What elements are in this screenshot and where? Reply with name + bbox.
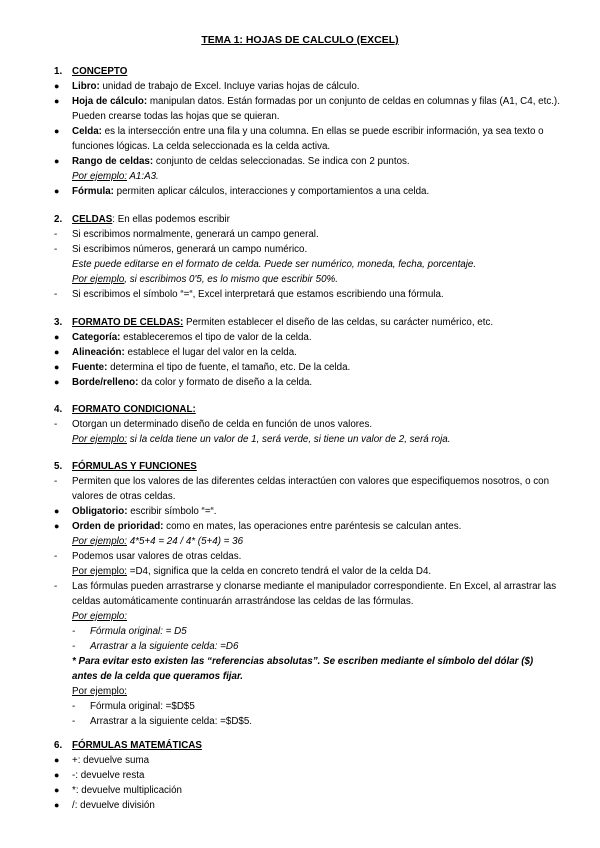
bullet-icon: ●	[54, 96, 60, 106]
example-line: Por ejemplo: si la celda tiene un valor de 1, será verde, si tiene un valor de 2, será roja.	[72, 434, 451, 445]
dash-icon: -	[72, 641, 76, 652]
dash-icon: -	[54, 476, 58, 487]
section-formato-condicional	[54, 402, 560, 447]
bullet-icon: ●	[54, 800, 60, 810]
section-formulas-funciones	[54, 459, 560, 729]
section-heading: 4. FORMATO CONDICIONAL:	[54, 404, 196, 415]
dash-icon: -	[54, 289, 58, 300]
bullet-icon: ●	[54, 156, 60, 166]
list-item: ● +: devuelve suma	[54, 755, 150, 766]
list-item: ● Hoja de cálculo: manipulan datos. Están formadas por un conjunto de celdas en columnas y filas (A1, C4, etc.). Pueden crearse todas las hojas que se quieran.	[54, 96, 560, 122]
dash-icon: -	[54, 244, 58, 255]
list-item: - Otorgan un determinado diseño de celda en función de unos valores.	[54, 419, 373, 430]
list-item: - Si escribimos normalmente, generará un campo general.	[54, 229, 319, 240]
list-item: ● Fórmula: permiten aplicar cálculos, interacciones y comportamientos a una celda.	[54, 186, 430, 197]
list-item: - Si escribimos el símbolo “=“, Excel interpretará que estamos escribiendo una fórmula.	[54, 289, 444, 300]
section-heading: 6. FÓRMULAS MATEMÁTICAS	[54, 740, 202, 751]
list-item: ● Borde/relleno: da color y formato de diseño a la celda.	[54, 377, 313, 388]
section-heading: 2. CELDAS: En ellas podemos escribir	[54, 214, 230, 225]
dash-icon: -	[54, 551, 58, 562]
dash-icon: -	[54, 229, 58, 240]
sub-item: - Fórmula original: =$D$5	[72, 701, 195, 712]
section-heading: 5. FÓRMULAS Y FUNCIONES	[54, 461, 197, 472]
bullet-icon: ●	[54, 332, 60, 342]
bullet-icon: ●	[54, 785, 60, 795]
sub-item: - Arrastrar a la siguiente celda: =D6	[72, 641, 239, 652]
list-item: ● Libro: unidad de trabajo de Excel. Incluye varias hojas de cálculo.	[54, 81, 360, 92]
bullet-icon: ●	[54, 186, 60, 196]
sub-item: - Arrastrar a la siguiente celda: =$D$5.	[72, 716, 253, 727]
section-heading: 3. FORMATO DE CELDAS: Permiten establecer el diseño de las celdas, su carácter numérico, etc.	[54, 317, 494, 328]
section-formulas-matematicas	[54, 738, 560, 813]
dash-icon: -	[72, 701, 76, 712]
list-item: - Si escribimos números, generará un campo numérico.	[54, 244, 308, 255]
document-title: TEMA 1: HOJAS DE CALCULO (EXCEL)	[201, 34, 399, 46]
dash-icon: -	[54, 419, 58, 430]
section-celdas	[54, 212, 560, 302]
example-label: Por ejemplo:	[72, 686, 127, 697]
dash-icon: -	[72, 626, 76, 637]
dash-icon: -	[54, 581, 58, 592]
bullet-icon: ●	[54, 755, 60, 765]
list-item: ● -: devuelve resta	[54, 770, 145, 781]
bullet-icon: ●	[54, 506, 60, 516]
note-line: Este puede editarse en el formato de celda. Puede ser numérico, moneda, fecha, porcentaje.	[72, 259, 477, 270]
bullet-icon: ●	[54, 362, 60, 372]
bullet-icon: ●	[54, 81, 60, 91]
example-line: Por ejemplo: =D4, significa que la celda en concreto tendrá el valor de la celda D4.	[72, 566, 432, 577]
example-line: Por ejemplo: A1:A3.	[72, 171, 159, 182]
list-item: ● Categoría: estableceremos el tipo de valor de la celda.	[54, 332, 312, 343]
bullet-icon: ●	[54, 347, 60, 357]
dash-icon: -	[72, 716, 76, 727]
list-item: ● *: devuelve multiplicación	[54, 785, 182, 796]
note-line: * Para evitar esto existen las “referencias absolutas”. Se escriben mediante el símbolo del dólar ($) antes de la celda que queramos fijar.	[72, 656, 534, 682]
list-item: - Permiten que los valores de las diferentes celdas interactúen con valores que especifiquemos nosotros, o con valores de otras celdas.	[54, 476, 550, 502]
example-line: Por ejemplo, si escribimos 0'5, es lo mismo que escribir 50%.	[72, 274, 338, 285]
list-item: ● Orden de prioridad: como en mates, las operaciones entre paréntesis se calculan antes.	[54, 521, 462, 532]
list-item: ● Fuente: determina el tipo de fuente, el tamaño, etc. De la celda.	[54, 362, 351, 373]
list-item: - Las fórmulas pueden arrastrarse y clonarse mediante el manipulador correspondiente. En Excel, al arrastrar las celdas automáticamente continuarán arrastrándose las celdas de las fórmulas.	[54, 581, 557, 607]
section-formato-celdas	[54, 315, 560, 390]
list-item: ● Celda: es la intersección entre una fila y una columna. En ellas se puede escribir información, ya sea texto o funciones lógicas. La celda seleccionada es la celda activa.	[54, 126, 544, 152]
list-item: ● Obligatorio: escribir símbolo “=“.	[54, 506, 217, 517]
example-label: Por ejemplo:	[72, 611, 127, 622]
list-item: - Podemos usar valores de otras celdas.	[54, 551, 242, 562]
bullet-icon: ●	[54, 126, 60, 136]
bullet-icon: ●	[54, 377, 60, 387]
bullet-icon: ●	[54, 521, 60, 531]
list-item: ● Alineación: establece el lugar del valor en la celda.	[54, 347, 297, 358]
sub-item: - Fórmula original: = D5	[72, 626, 187, 637]
list-item: ● Rango de celdas: conjunto de celdas seleccionadas. Se indica con 2 puntos.	[54, 156, 410, 167]
section-heading: 1. CONCEPTO	[54, 66, 128, 77]
example-line: Por ejemplo: 4*5+4 = 24 / 4* (5+4) = 36	[72, 536, 244, 547]
list-item: ● /: devuelve división	[54, 800, 155, 811]
section-concepto	[54, 64, 560, 199]
bullet-icon: ●	[54, 770, 60, 780]
